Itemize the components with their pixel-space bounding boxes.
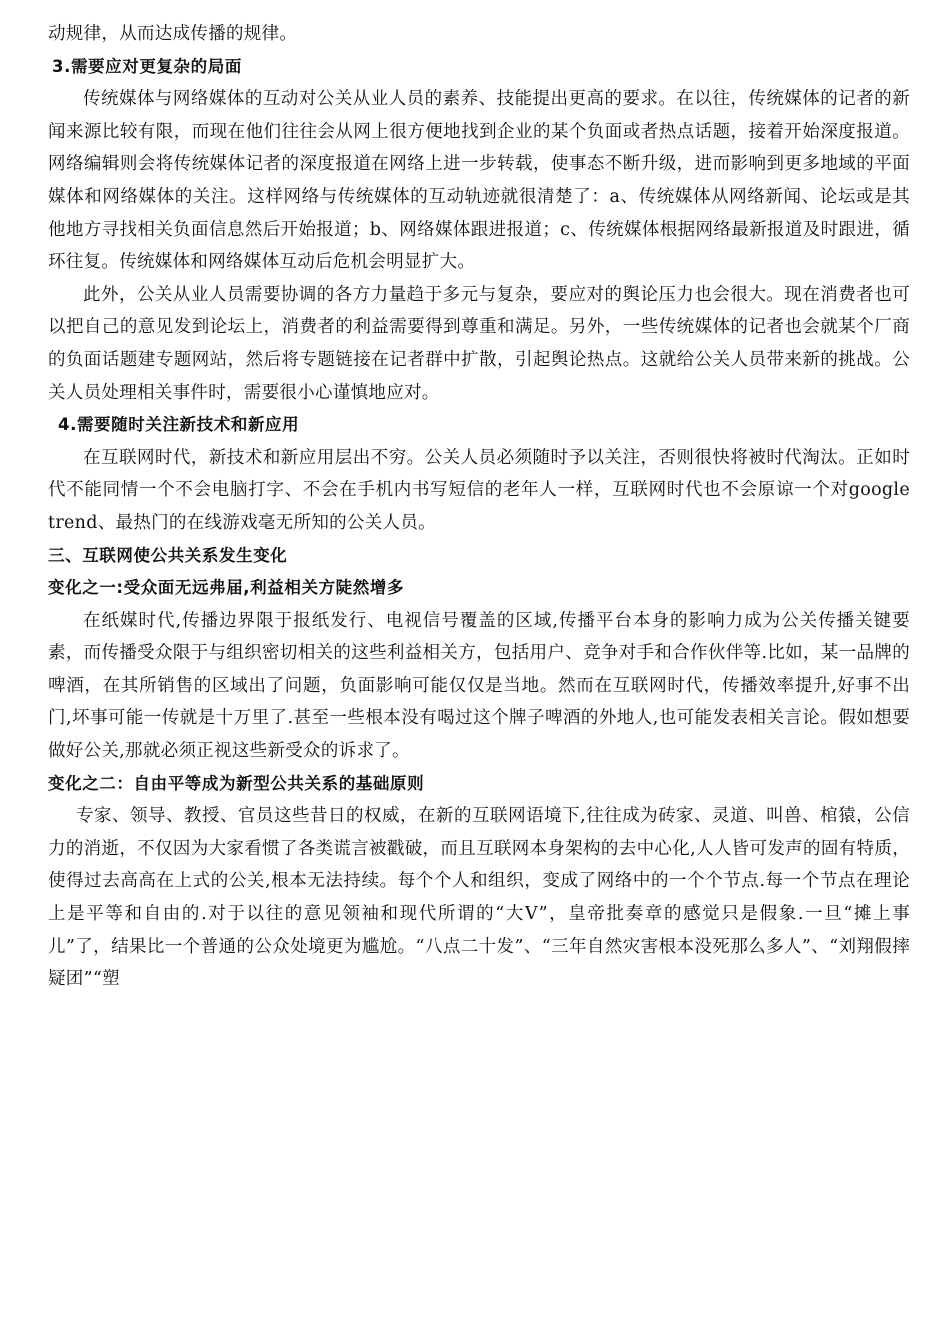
paragraph: 专家、领导、教授、官员这些昔日的权威，在新的互联网语境下,往往成为砖家、灵道、叫兽、棺猿，公信力的消逝，不仅因为大家看惯了各类谎言被戳破，而且互联网本身架构的去中心化,人人皆可发声的固有特质，使得过去高高在上式的公关,根本无法持续。每个个人和组织，变成了网络中的一个个节点.每一个节点在理论上是平等和自由的.对于以往的意见领袖和现代所谓的“大V”，皇帝批奏章的感觉只是假象.一旦“摊上事儿”了，结果比一个普通的公众处境更为尴尬。“八点二十发”、“三年自然灾害根本没死那么多人”、“刘翔假摔疑团”“塑 xyxy=(48,806,910,990)
paragraph: 传统媒体与网络媒体的互动对公关从业人员的素养、技能提出更高的要求。在以往，传统媒体的记者的新闻来源比较有限，而现在他们往往会从网上很方便地找到企业的某个负面或者热点话题，接着开始深度报道。网络编辑则会将传统媒体记者的深度报道在网络上进一步转载，使事态不断升级，进而影响到更多地域的平面媒体和网络媒体的关注。这样网络与传统媒体的互动轨迹就很清楚了：a、传统媒体从网络新闻、论坛或是其他地方寻找相关负面信息然后开始报道；b、网络媒体跟进报道；c、传统媒体根据网络最新报道及时跟进，循环往复。传统媒体和网络媒体互动后危机会明显扩大。 xyxy=(48,89,910,273)
section-heading: 变化之一:受众面无远弗届,利益相关方陡然增多 xyxy=(48,578,405,598)
section-heading: 3.需要应对更复杂的局面 xyxy=(52,56,242,76)
paragraph: 动规律，从而达成传播的规律。 xyxy=(48,24,298,44)
paragraph: 在纸媒时代,传播边界限于报纸发行、电视信号覆盖的区域,传播平台本身的影响力成为公关传播关键要素，而传播受众限于与组织密切相关的这些利益相关方，包括用户、竞争对手和合作伙伴等.比如，某一品牌的啤酒，在其所销售的区域出了问题，负面影响可能仅仅是当地。然而在互联网时代，传播效率提升,好事不出门,坏事可能一传就是十万里了.甚至一些根本没有喝过这个牌子啤酒的外地人,也可能发表相关言论。假如想要做好公关,那就必须正视这些新受众的诉求了。 xyxy=(48,610,910,762)
document-page xyxy=(48,18,910,996)
section-heading: 变化之二：自由平等成为新型公共关系的基础原则 xyxy=(48,773,425,793)
section-heading: 4.需要随时关注新技术和新应用 xyxy=(58,415,300,435)
paragraph: 在互联网时代，新技术和新应用层出不穷。公关人员必须随时予以关注，否则很快将被时代淘汰。正如时代不能同情一个不会电脑打字、不会在手机内书写短信的老年人一样，互联网时代也不会原谅一个对google trend、最热门的在线游戏毫无所知的公关人员。 xyxy=(48,447,910,533)
section-heading: 三、互联网使公共关系发生变化 xyxy=(48,545,288,565)
paragraph: 此外，公关从业人员需要协调的各方力量趋于多元与复杂，要应对的舆论压力也会很大。现在消费者也可以把自己的意见发到论坛上，消费者的利益需要得到尊重和满足。另外，一些传统媒体的记者也会就某个厂商的负面话题建专题网站，然后将专题链接在记者群中扩散，引起舆论热点。这就给公关人员带来新的挑战。公关人员处理相关事件时，需要很小心谨慎地应对。 xyxy=(48,284,910,403)
